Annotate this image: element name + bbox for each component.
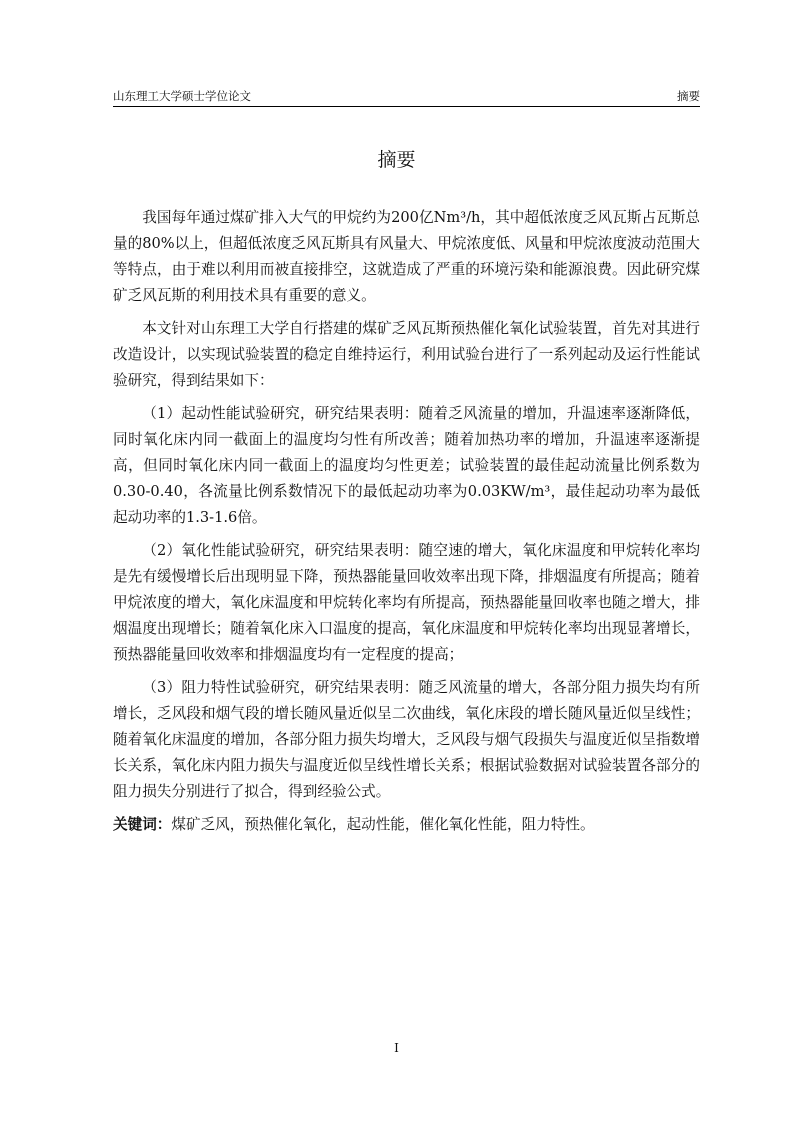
abstract-paragraph-5: （3）阻力特性试验研究，研究结果表明：随乏风流量的增大，各部分阻力损失均有所增长，乏风段和烟气段的增长随风量近似呈二次曲线，氧化床段的增长随风量近似呈线性；随着氧化床温度的增加，各部分阻力损失均增大，乏风段与烟气段损失与温度近似呈指数增长关系，氧化床内阻力损失与温度近似呈线性增长关系；根据试验数据对试验装置各部分的阻力损失分别进行了拟合，得到经验公式。 xyxy=(113,679,700,800)
abstract-paragraph-2: 本文针对山东理工大学自行搭建的煤矿乏风瓦斯预热催化氧化试验装置，首先对其进行改造设计，以实现试验装置的稳定自维持运行，利用试验台进行了一系列起动及运行性能试验研究，得到结果如下： xyxy=(113,320,700,389)
keywords-text: 煤矿乏风，预热催化氧化，起动性能，催化氧化性能，阻力特性。 xyxy=(171,816,595,833)
abstract-paragraph-1: 我国每年通过煤矿排入大气的甲烷约为200亿Nm³/h，其中超低浓度乏风瓦斯占瓦斯总量的80%以上，但超低浓度乏风瓦斯具有风量大、甲烷浓度低、风量和甲烷浓度波动范围大等特点，由于难以利用而被直接排空，这就造成了严重的环境污染和能源浪费。因此研究煤矿乏风瓦斯的利用技术具有重要的意义。 xyxy=(113,209,701,304)
abstract-paragraph-4: （2）氧化性能试验研究，研究结果表明：随空速的增大，氧化床温度和甲烷转化率均是先有缓慢增长后出现明显下降，预热器能量回收效率出现下降，排烟温度有所提高；随着甲烷浓度的增大，氧化床温度和甲烷转化率均有所提高，预热器能量回收率也随之增大，排烟温度出现增长；随着氧化床入口温度的提高，氧化床温度和甲烷转化率均出现显著增长，预热器能量回收效率和排烟温度均有一定程度的提高； xyxy=(113,542,700,663)
header-section-title: 摘要 xyxy=(677,89,700,103)
header-thesis-title: 山东理工大学硕士学位论文 xyxy=(113,89,251,103)
abstract-body xyxy=(113,205,700,845)
keywords-label: 关键词： xyxy=(113,816,172,833)
page-number: I xyxy=(394,1041,399,1055)
header-divider xyxy=(113,106,700,107)
running-header xyxy=(113,86,700,106)
abstract-paragraph-3: （1）起动性能试验研究，研究结果表明：随着乏风流量的增加，升温速率逐渐降低，同时氧化床内同一截面上的温度均匀性有所改善；随着加热功率的增加，升温速率逐渐提高，但同时氧化床内同一截面上的温度均匀性更差；试验装置的最佳起动流量比例系数为0.30-0.40，各流量比例系数情况下的最低起动功率为0.03KW/m³，最佳起动功率为最低起动功率的1.3-1.6倍。 xyxy=(113,405,700,526)
abstract-title: 摘要 xyxy=(377,149,416,171)
keywords xyxy=(113,812,700,838)
